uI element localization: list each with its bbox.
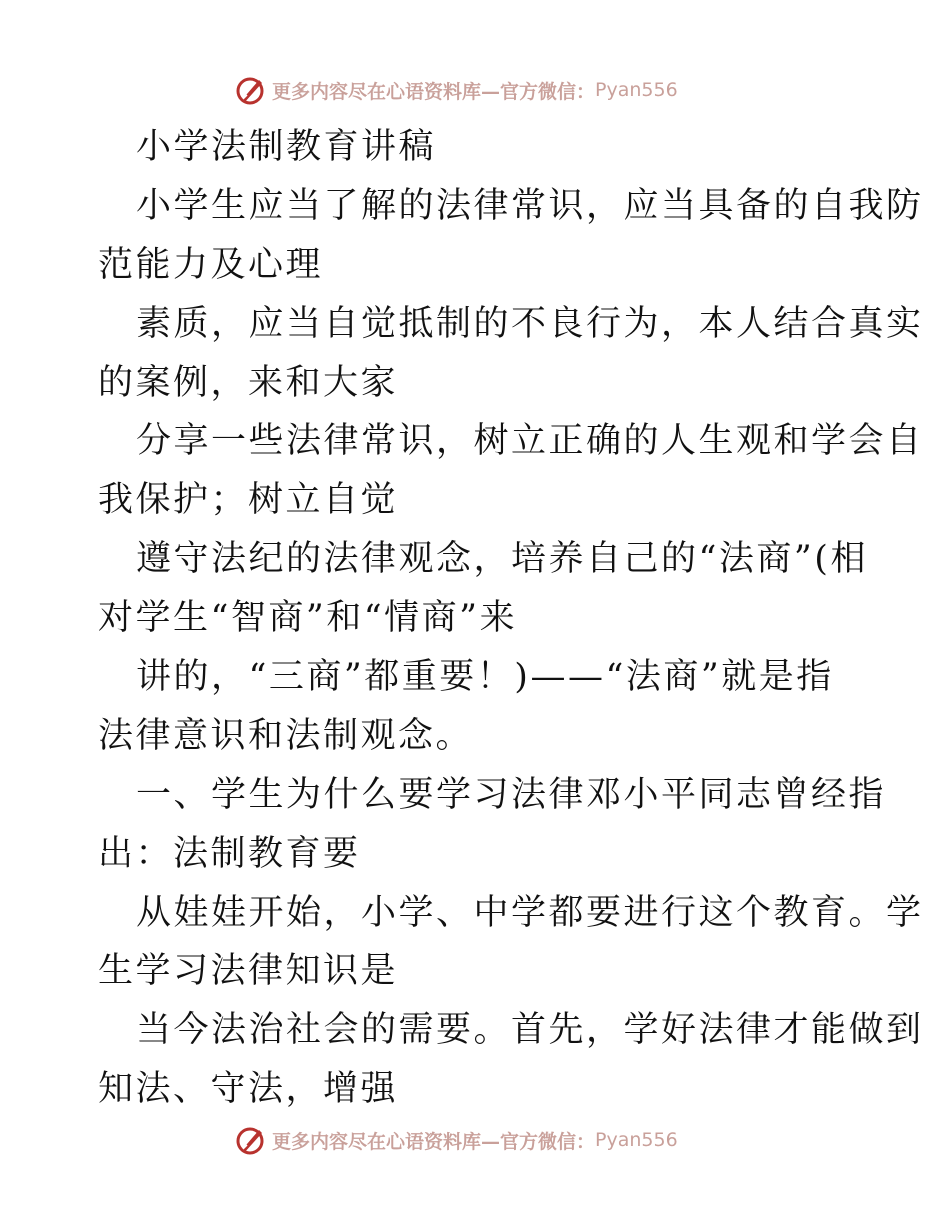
text-line: 素质，应当自觉抵制的不良行为，本人结合真实: [136, 303, 924, 344]
quill-pen-logo-icon: [234, 74, 266, 106]
text-line: 讲的，“三商”都重要！)——“法商”就是指: [136, 657, 834, 698]
document-title: 小学法制教育讲稿: [136, 127, 437, 167]
text-line: 的案例，来和大家: [98, 362, 399, 403]
text-line: 范能力及心理: [98, 244, 324, 285]
banner-text: 更多内容尽在心语资料库—官方微信：: [272, 80, 596, 103]
footer-banner: [234, 1122, 754, 1158]
text-line: 小学生应当了解的法律常识，应当具备的自我防: [136, 185, 924, 226]
text-line: 对学生“智商”和“情商”来: [98, 598, 518, 639]
section-heading-line: 一、学生为什么要学习法律邓小平同志曾经指: [136, 774, 887, 815]
document-body: [98, 118, 924, 1119]
text-line: 生学习法律知识是: [98, 951, 399, 992]
header-banner: [234, 72, 754, 108]
text-line: 法律意识和法制观念。: [98, 715, 474, 756]
text-line: 当今法治社会的需要。首先，学好法律才能做到: [136, 1010, 924, 1051]
text-line: 遵守法纪的法律观念，培养自己的“法商”(相: [136, 539, 868, 580]
wechat-id: Pyan556: [595, 79, 678, 101]
text-line: 分享一些法律常识，树立正确的人生观和学会自: [136, 421, 924, 462]
banner-text: 更多内容尽在心语资料库—官方微信：: [272, 1130, 596, 1153]
text-line: 我保护；树立自觉: [98, 480, 399, 521]
text-line: 出：法制教育要: [98, 833, 361, 874]
text-line: 从娃娃开始，小学、中学都要进行这个教育。学: [136, 892, 924, 933]
wechat-id: Pyan556: [595, 1129, 678, 1151]
text-line: 知法、守法，增强: [98, 1069, 399, 1110]
quill-pen-logo-icon: [234, 1124, 266, 1156]
